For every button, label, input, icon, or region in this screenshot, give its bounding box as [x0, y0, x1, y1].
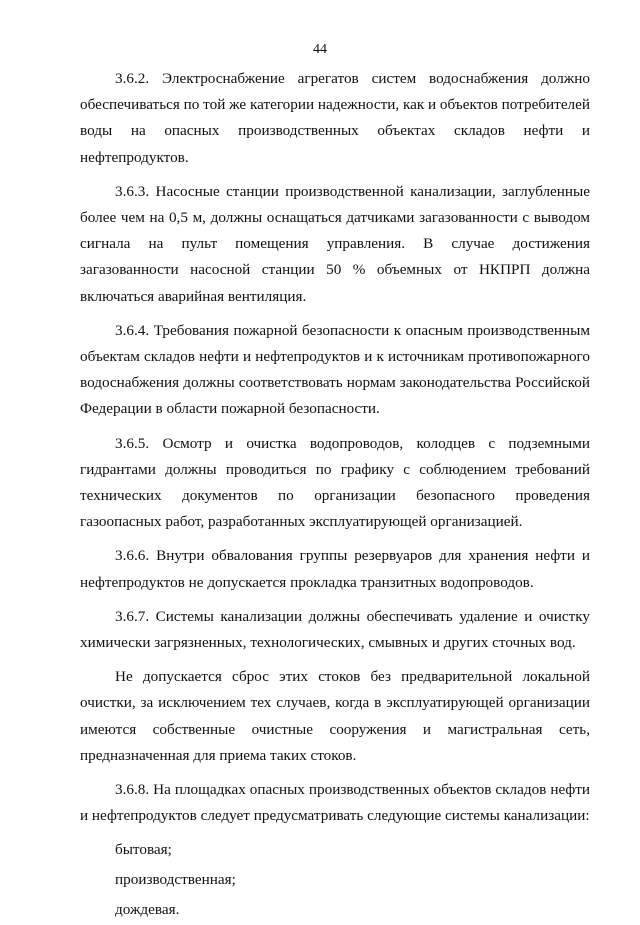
paragraph-3-6-8: 3.6.8. На площадках опасных производственных объектов складов нефти и нефтепродуктов следует предусматривать следующие системы канализации:: [80, 781, 590, 825]
page-number: 44: [313, 42, 327, 57]
document-body: [80, 66, 590, 925]
paragraph-3-6-3: 3.6.3. Насосные станции производственной канализации, заглубленные более чем на 0,5 м, должны оснащаться датчиками загазованности с выводом сигнала на пульт помещения управления. В случае достижения загазованности насосной станции 50 % объемных от НКПРП должна включаться аварийная вентиляция.: [80, 182, 590, 305]
paragraph-3-6-4: 3.6.4. Требования пожарной безопасности к опасным производственным объектам складов нефти и нефтепродуктов и к источникам противопожарного водоснабжения должны соответствовать нормам законодательства Российской Федерации в области пожарной безопасности.: [80, 321, 590, 418]
list-item-sewage-industrial: производственная;: [115, 871, 236, 889]
paragraph-3-6-5: 3.6.5. Осмотр и очистка водопроводов, колодцев с подземными гидрантами должны проводиться по графику с соблюдением требований технических документов по организации безопасного проведения газоопасных работ, разработанных эксплуатирующей организацией.: [80, 434, 590, 531]
list-item-sewage-household: бытовая;: [115, 841, 172, 859]
list-item-sewage-storm: дождевая.: [115, 901, 180, 919]
paragraph-3-6-2: 3.6.2. Электроснабжение агрегатов систем водоснабжения должно обеспечиваться по той же категории надежности, как и объектов потребителей воды на опасных производственных объектах складов нефти и нефтепродуктов.: [80, 70, 591, 166]
paragraph-3-6-6: 3.6.6. Внутри обвалования группы резервуаров для хранения нефти и нефтепродуктов не допускается прокладка транзитных водопроводов.: [80, 547, 590, 591]
paragraph-3-6-7-continuation: Не допускается сброс этих стоков без предварительной локальной очистки, за исключением тех случаев, когда в эксплуатирующей организации имеются собственные очистные сооружения и магистральная сеть, предназначенная для приема таких стоков.: [80, 668, 590, 764]
paragraph-3-6-7: 3.6.7. Системы канализации должны обеспечивать удаление и очистку химически загрязненных, технологических, смывных и других сточных вод.: [80, 607, 590, 652]
